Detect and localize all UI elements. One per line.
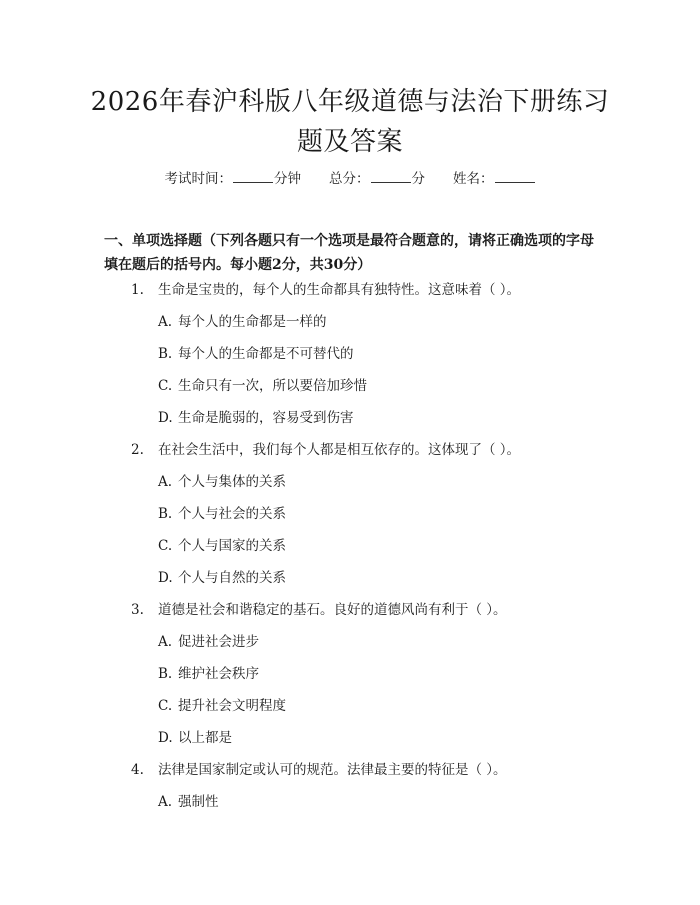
option-letter: A. — [158, 634, 173, 650]
option-text: 个人与社会的关系 — [178, 506, 286, 522]
exam-time-blank — [233, 168, 273, 183]
option-letter: C. — [158, 698, 173, 714]
section-heading: 一、单项选择题（下列各题只有一个选项是最符合题意的，请将正确选项的字母填在题后的括号内。每小题2分，共30分） — [104, 233, 594, 273]
option-letter: D. — [158, 410, 173, 426]
option-text: 个人与国家的关系 — [178, 538, 286, 554]
exam-time-label: 考试时间： — [164, 171, 232, 187]
question-2 — [131, 440, 520, 460]
question-3-option-d — [158, 728, 232, 748]
option-letter: B. — [158, 506, 173, 522]
option-letter: C. — [158, 538, 173, 554]
question-3 — [131, 600, 507, 620]
question-1-option-d — [158, 408, 354, 428]
question-4-option-a — [158, 792, 219, 812]
question-number: 2. — [131, 442, 144, 458]
option-letter: A. — [158, 314, 173, 330]
option-letter: A. — [158, 794, 173, 810]
document-title: 2026年春沪科版八年级道德与法治下册练习题及答案 — [90, 87, 610, 157]
option-text: 每个人的生命都是不可替代的 — [178, 346, 354, 362]
question-text: 法律是国家制定或认可的规范。法律最主要的特征是（ ）。 — [158, 762, 507, 778]
question-1-option-a — [158, 312, 327, 332]
question-number: 4. — [131, 762, 144, 778]
exam-info-line — [0, 168, 700, 189]
option-letter: B. — [158, 666, 173, 682]
question-text: 在社会生活中，我们每个人都是相互依存的。这体现了（ ）。 — [158, 442, 521, 458]
question-3-option-c — [158, 696, 286, 716]
option-letter: D. — [158, 730, 173, 746]
option-text: 以上都是 — [178, 730, 232, 746]
question-text: 生命是宝贵的，每个人的生命都具有独特性。这意味着（ ）。 — [158, 282, 521, 298]
option-text: 每个人的生命都是一样的 — [178, 314, 327, 330]
option-text: 提升社会文明程度 — [178, 698, 286, 714]
total-score-unit: 分 — [411, 171, 425, 187]
question-number: 3. — [131, 602, 144, 618]
exam-time-unit: 分钟 — [274, 171, 301, 187]
question-2-option-a — [158, 472, 286, 492]
question-number: 1. — [131, 282, 144, 298]
option-text: 强制性 — [178, 794, 219, 810]
option-letter: B. — [158, 346, 173, 362]
question-1-option-c — [158, 376, 367, 396]
name-blank — [495, 168, 535, 183]
option-letter: A. — [158, 474, 173, 490]
option-text: 生命只有一次，所以要倍加珍惜 — [178, 378, 367, 394]
option-text: 生命是脆弱的，容易受到伤害 — [178, 410, 354, 426]
option-text: 促进社会进步 — [178, 634, 259, 650]
option-text: 个人与自然的关系 — [178, 570, 286, 586]
question-text: 道德是社会和谐稳定的基石。良好的道德风尚有利于（ ）。 — [158, 602, 507, 618]
total-score-label: 总分： — [329, 171, 370, 187]
option-text: 个人与集体的关系 — [178, 474, 286, 490]
question-4 — [131, 760, 507, 780]
option-text: 维护社会秩序 — [178, 666, 259, 682]
question-2-option-b — [158, 504, 286, 524]
question-3-option-b — [158, 664, 259, 684]
option-letter: D. — [158, 570, 173, 586]
question-1 — [131, 280, 520, 300]
total-score-blank — [371, 168, 411, 183]
question-3-option-a — [158, 632, 259, 652]
question-2-option-c — [158, 536, 286, 556]
option-letter: C. — [158, 378, 173, 394]
question-2-option-d — [158, 568, 286, 588]
name-label: 姓名： — [453, 171, 494, 187]
question-1-option-b — [158, 344, 354, 364]
